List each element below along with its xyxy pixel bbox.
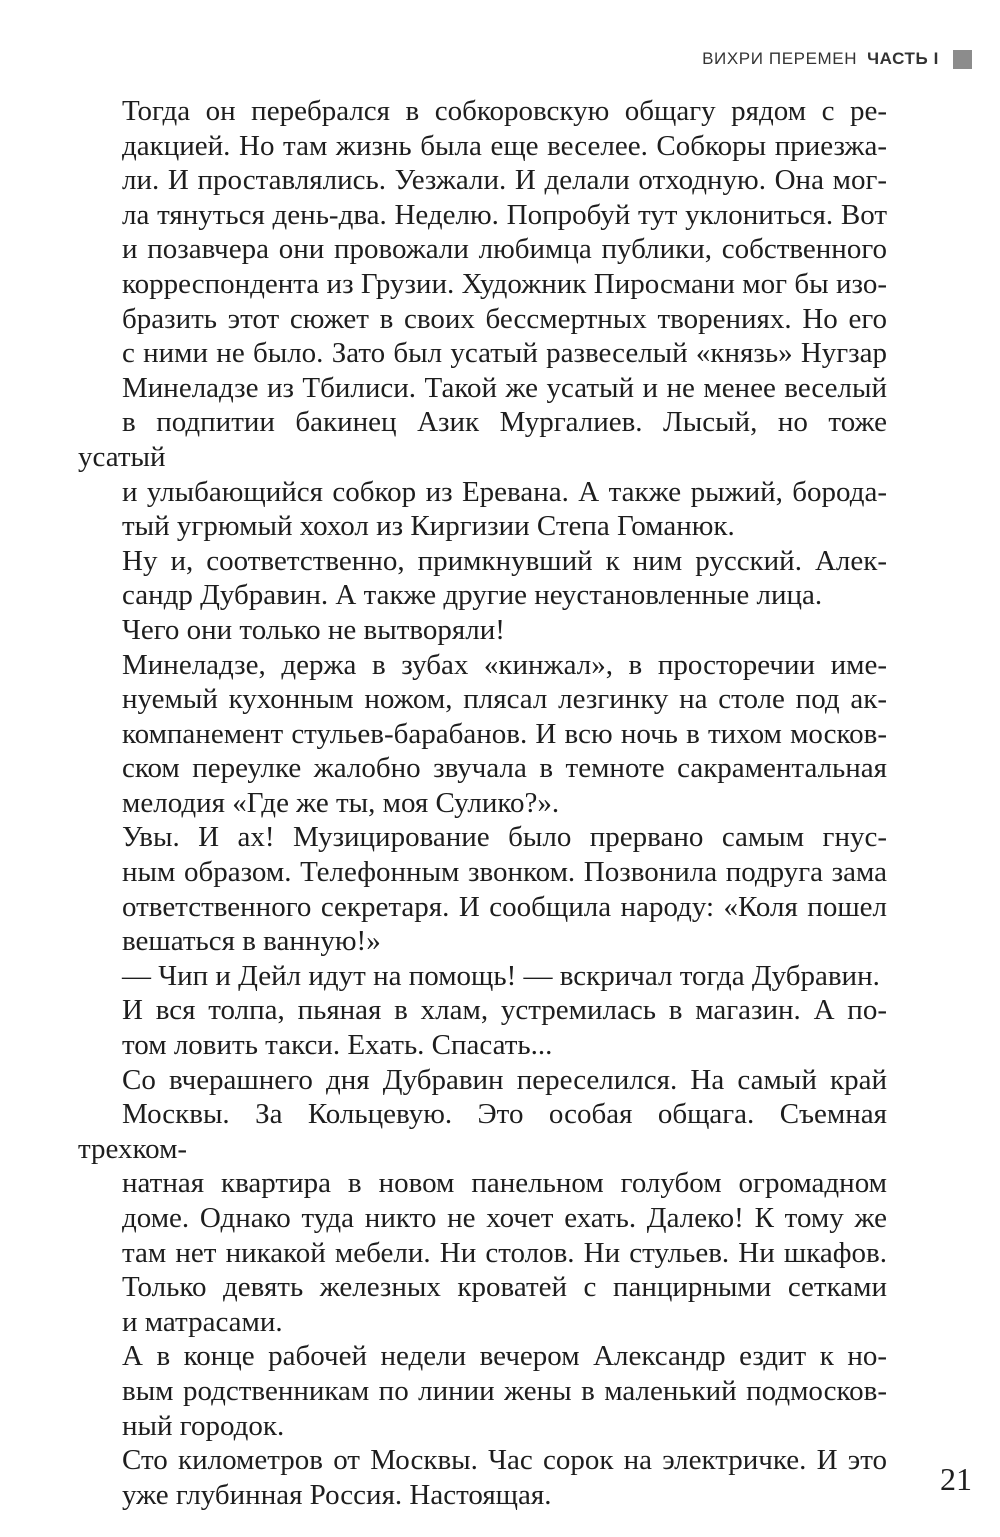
- text-line: мелодия «Где же ты, моя Сулико?».: [122, 786, 560, 819]
- text-line: нуемый кухонным ножом, плясал лезгинку на столе под ак-: [122, 683, 887, 716]
- text-line: Минеладзе из Тбилиси. Такой же усатый и не менее веселый: [122, 371, 887, 404]
- text-line: бразить этот сюжет в своих бессмертных творениях. Но его: [122, 302, 887, 335]
- text-line: вешаться в ванную!»: [122, 925, 381, 958]
- page-body-text: [78, 94, 887, 1512]
- text-line: дакцией. Но там жизнь была еще веселее. Собкоры приезжа-: [122, 129, 887, 162]
- text-line: И вся толпа, пьяная в хлам, устремилась в магазин. А по-: [122, 994, 887, 1027]
- text-line: Тогда он перебрался в собкоровскую общагу рядом с ре-: [122, 95, 887, 127]
- text-line: и улыбающийся собкор из Еревана. А также рыжий, борода-: [122, 475, 887, 508]
- section-marker-square: [953, 50, 972, 69]
- text-line: с ними не было. Зато был усатый развеселый «князь» Нугзар: [122, 337, 887, 370]
- text-line: том ловить такси. Ехать. Спасать...: [122, 1029, 553, 1062]
- text-line: Ну и, соответственно, примкнувший к ним русский. Алек-: [122, 544, 887, 577]
- text-line: и матрасами.: [122, 1305, 283, 1338]
- text-line: ли. И проставлялись. Уезжали. И делали отходную. Она мог-: [122, 164, 887, 197]
- text-line: Со вчерашнего дня Дубравин переселился. На самый край: [122, 1063, 887, 1096]
- text-line: ным образом. Телефонным звонком. Позвонила подруга зама: [122, 856, 887, 889]
- text-line: ответственного секретаря. И сообщила народу: «Коля пошел: [122, 890, 887, 923]
- text-line: — Чип и Дейл идут на помощь! — вскричал тогда Дубравин.: [122, 959, 880, 992]
- paragraph: [78, 544, 887, 613]
- text-line: Увы. И ах! Музицирование было прервано самым гнус-: [122, 821, 887, 854]
- text-line: уже глубинная Россия. Настоящая.: [122, 1478, 552, 1511]
- text-line: сандр Дубравин. А также другие неустановленные лица.: [122, 579, 823, 612]
- text-line: ный городок.: [122, 1409, 285, 1442]
- running-header: [702, 45, 972, 73]
- paragraph: [78, 1443, 887, 1512]
- text-line: тый угрюмый хохол из Киргизии Степа Гоманюк.: [122, 510, 735, 543]
- text-line: Минеладзе, держа в зубах «кинжал», в просторечии име-: [122, 648, 887, 681]
- paragraph: [78, 820, 887, 958]
- text-line: Сто километров от Москвы. Час сорок на электричке. И это: [122, 1444, 887, 1477]
- paragraph: [78, 613, 887, 648]
- text-line: ла тянуться день-два. Неделю. Попробуй тут уклониться. Вот: [122, 198, 887, 231]
- paragraph: [78, 94, 887, 544]
- paragraph: [78, 648, 887, 821]
- book-title: ВИХРИ ПЕРЕМЕН: [702, 49, 858, 68]
- text-line: доме. Однако туда никто не хочет ехать. Далеко! К тому же: [122, 1202, 887, 1234]
- paragraph: [78, 1063, 887, 1340]
- text-line: компанемент стульев-барабанов. И всю ночь в тихом москов-: [122, 717, 887, 750]
- paragraph: [78, 1339, 887, 1443]
- paragraph: [78, 959, 887, 994]
- text-line: в подпитии бакинец Азик Мургалиев. Лысый, но тоже усатый: [78, 406, 887, 473]
- text-line: Только девять железных кроватей с панцирными сетками: [122, 1271, 887, 1304]
- text-line: ском переулке жалобно звучала в темноте сакраментальная: [122, 752, 887, 785]
- text-line: А в конце рабочей недели вечером Александр ездит к но-: [122, 1340, 887, 1373]
- text-line: и позавчера они провожали любимца публики, собственного: [122, 233, 887, 266]
- text-line: Москвы. За Кольцевую. Это особая общага. Съемная трехком-: [78, 1098, 887, 1165]
- text-line: корреспондента из Грузии. Художник Пиросмани мог бы изо-: [122, 267, 887, 300]
- text-line: натная квартира в новом панельном голубом огромадном: [122, 1167, 887, 1200]
- part-label: ЧАСТЬ I: [867, 49, 939, 68]
- text-line: Чего они только не вытворяли!: [122, 613, 505, 646]
- page-number: 21: [940, 1461, 972, 1497]
- text-line: вым родственникам по линии жены в маленький подмосков-: [122, 1374, 887, 1407]
- paragraph: [78, 993, 887, 1062]
- text-line: там нет никакой мебели. Ни столов. Ни стульев. Ни шкафов.: [122, 1236, 887, 1269]
